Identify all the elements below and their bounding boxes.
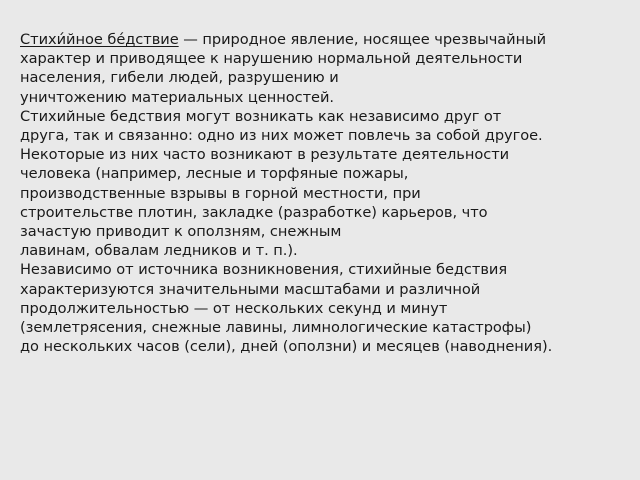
text-line: производственные взрывы в горной местности, при: [20, 184, 421, 202]
text-line: Стихийные бедствия могут возникать как независимо друг от: [20, 107, 502, 125]
text-line: человека (например, лесные и торфяные пожары,: [20, 165, 409, 183]
text-line: строительстве плотин, закладке (разработке) карьеров, что: [20, 203, 488, 221]
definition-text: — природное явление, носящее чрезвычайный: [178, 31, 547, 48]
text-line: продолжительностью — от нескольких секунд и минут: [20, 299, 448, 317]
text-line: Некоторые из них часто возникают в результате деятельности: [20, 146, 510, 164]
term-link[interactable]: Стихи́йное бе́дствие: [20, 31, 179, 48]
text-line: характер и приводящее к нарушению нормальной деятельности: [20, 50, 523, 68]
text-line: зачастую приводит к оползням, снежным: [20, 223, 342, 241]
text-line: [20, 30, 620, 49]
text-body: [20, 30, 620, 356]
text-line: Независимо от источника возникновения, стихийные бедствия: [20, 261, 508, 279]
text-line: друга, так и связанно: одно из них может повлечь за собой другое.: [20, 127, 543, 145]
text-line: уничтожению материальных ценностей.: [20, 88, 334, 106]
text-line: лавинам, обвалам ледников и т. п.).: [20, 242, 298, 260]
text-line: населения, гибели людей, разрушению и: [20, 69, 339, 87]
text-line: до нескольких часов (сели), дней (оползни) и месяцев (наводнения).: [20, 338, 553, 356]
text-line: (землетрясения, снежные лавины, лимнологические катастрофы): [20, 319, 532, 337]
text-line: характеризуются значительными масштабами и различной: [20, 280, 481, 298]
